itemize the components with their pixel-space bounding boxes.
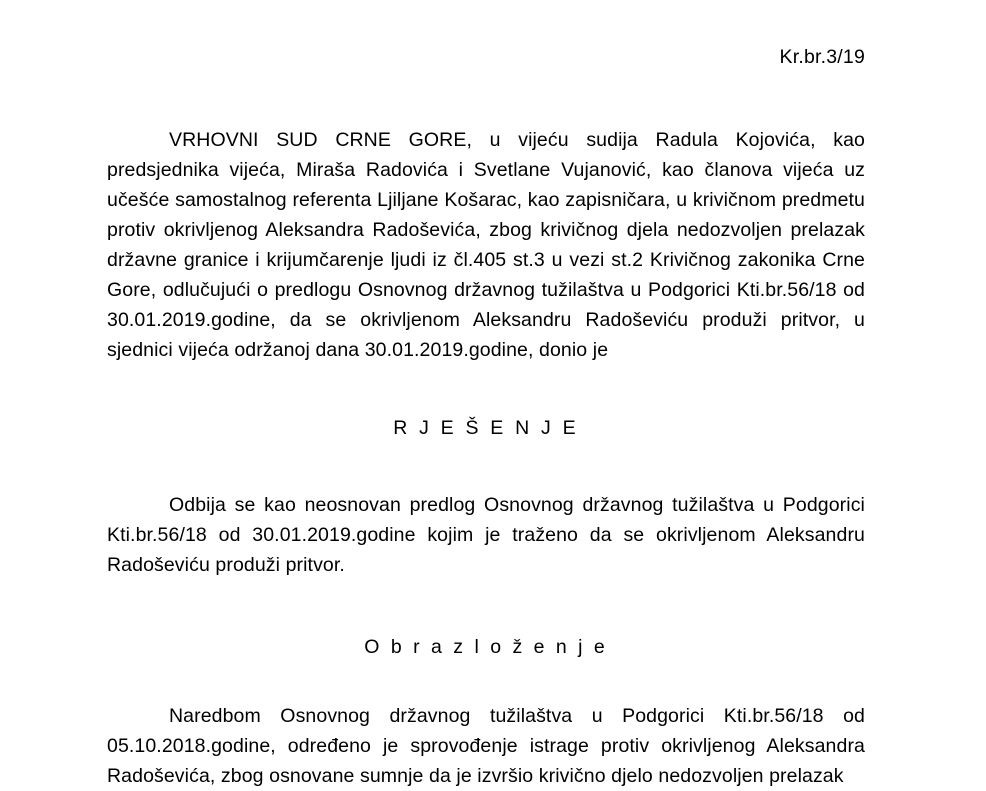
intro-paragraph: VRHOVNI SUD CRNE GORE, u vijeću sudija Radula Kojovića, kao predsjednika vijeća, Miraša Radovića i Svetlane Vujanović, kao članova vijeća uz učešće samostalnog referenta Ljiljane Košarac, kao zapisničara, u krivičnom predmetu protiv okrivljenog Aleksandra Radoševića, zbog krivičnog djela nedozvoljen prelazak državne granice i krijumčarenje ljudi iz čl.405 st.3 u vezi st.2 Krivičnog zakonika Crne Gore, odlučujući o predlogu Osnovnog državnog tužilaštva u Podgorici Kti.br.56/18 od 30.01.2019.godine, da se okrivljenom Aleksandru Radoševiću produži pritvor, u sjednici vijeća održanoj dana 30.01.2019.godine, donio je bbox=[107, 129, 865, 361]
case-number: Kr.br.3/19 bbox=[779, 46, 865, 68]
heading-reasoning: O b r a z l o ž e n j e bbox=[364, 636, 608, 658]
reasoning-paragraph: Naredbom Osnovnog državnog tužilaštva u Podgorici Kti.br.56/18 od 05.10.2018.godine, određeno je sprovođenje istrage protiv okrivljenog Aleksandra Radoševića, zbog osnovane sumnje da je izvršio krivično djelo nedozvoljen prelazak bbox=[107, 705, 865, 787]
document-body bbox=[107, 0, 865, 791]
disposition-paragraph: Odbija se kao neosnovan predlog Osnovnog državnog tužilaštva u Podgorici Kti.br.56/18 od 30.01.2019.godine kojim je traženo da se okrivljenom Aleksandru Radoševiću produži pritvor. bbox=[107, 494, 865, 576]
heading-decision: R J E Š E N J E bbox=[393, 417, 579, 439]
